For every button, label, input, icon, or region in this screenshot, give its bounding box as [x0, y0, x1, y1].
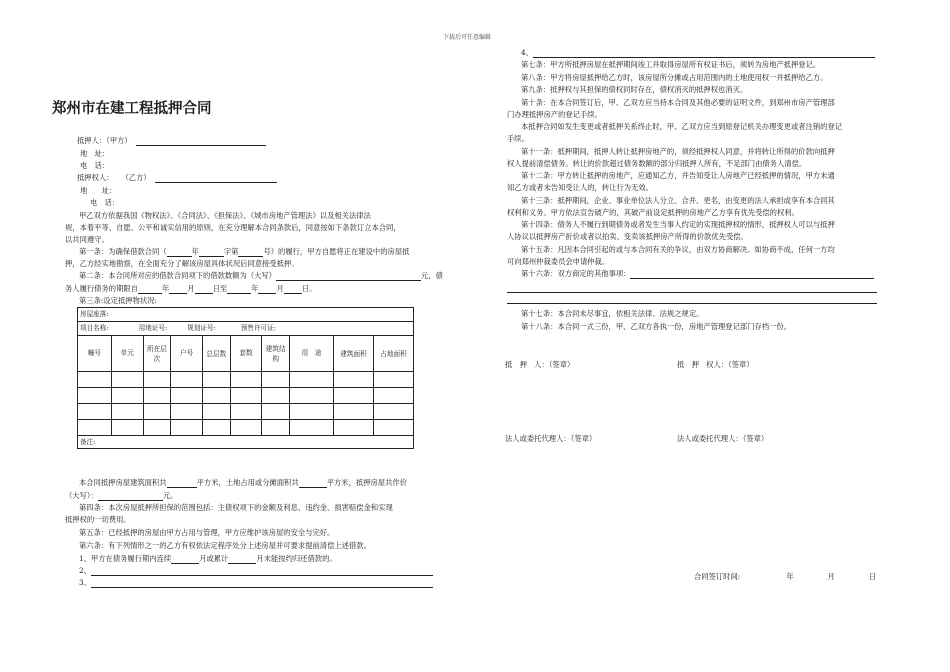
article-2-text-b: 元，债: [421, 271, 443, 280]
article-15-line-1: 第十五条：凡因本合同引起的或与本合同有关的争议，由双方协商解决。如协商不成，任何一方均: [521, 245, 835, 254]
end-month-field[interactable]: [258, 284, 276, 294]
item-4-field[interactable]: [533, 48, 875, 58]
signature-rep-a[interactable]: 法人或委托代理人：（签章）: [505, 434, 597, 443]
area-text-e: 元。: [162, 491, 178, 500]
article-8: 第八条：甲方将房屋抵押给乙方时，该房屋所分摊或占用范围内的土地使用权一并抵押给乙方。: [521, 73, 828, 82]
signature-rep-b[interactable]: 法人或委托代理人：（签章）: [677, 434, 769, 443]
article-2-line-1: [79, 271, 443, 281]
land-area-field[interactable]: [299, 478, 327, 488]
article-14-line-1: 第十四条：债务人不履行到期债务或者发生当事人约定的实现抵押权的情形，抵押权人可以与抵押: [521, 220, 835, 229]
col-header: 套数: [230, 336, 262, 372]
article-5: 第五条：已经抵押的房屋由甲方占用与管理，甲方应维护该房屋的安全与完好。: [79, 528, 335, 537]
article-2-text-f: 日至: [212, 284, 228, 293]
signing-date-label: 合同签订时间:: [694, 572, 741, 581]
article-6-item-2-label: 2、: [79, 566, 91, 575]
article-6-item-1-b: 月或累计: [199, 554, 229, 563]
article-7: 第七条：甲方所抵押房屋在抵押期间竣工并取得房屋所有权证书后，须转为房地产抵押登记。: [521, 60, 821, 69]
mortgagor-phone: 电 话：: [90, 198, 120, 207]
col-header: 单元: [111, 336, 143, 372]
right-item-4: [521, 48, 875, 58]
mortgagor-line: [77, 173, 277, 183]
loan-contract-year-field[interactable]: [199, 247, 224, 257]
article-18: 第十八条：本合同一式三份，甲、乙双方各执一份，房地产管理登记部门存档一份。: [521, 322, 791, 331]
article-15-line-2: 可向郑州仲裁委员会申请仲裁。: [507, 257, 610, 266]
mortgagee-line: [77, 136, 266, 146]
article-1-text-d: 号）的履行，甲方自愿将正在建设中的房屋抵: [263, 247, 410, 256]
area-line-2: [65, 491, 177, 501]
article-6-item-3-label: 3、: [79, 578, 91, 587]
preamble-line-2: 规，本着平等、自愿、公平和诚实信用的原则，在充分理解本合同条款后，同意按如下条款订立本合同，: [65, 223, 401, 232]
article-10-line-4: 手续。: [507, 134, 529, 143]
article-14-line-2: 人协议以抵押房产折价或者以拍卖、变卖该抵押房产所得的价款优先受偿。: [507, 232, 748, 241]
page-title: 郑州市在建工程抵押合同: [52, 101, 212, 117]
right-item-4-label: 4、: [521, 48, 533, 57]
article-1-line-2: 押，乙方经实地勘察，在全面充分了解该房屋具体状况后同意接受抵押。: [65, 259, 299, 268]
mortgagee-phone: 电 话：: [80, 161, 110, 170]
date-day-label: 日: [868, 572, 877, 581]
end-day-field[interactable]: [284, 284, 302, 294]
table-row[interactable]: [78, 404, 414, 420]
item-3-field[interactable]: [91, 578, 433, 588]
preamble-line-1: 甲乙双方依据我国《物权法》、《合同法》、《担保法》、《城市房地产管理法》以及相关法律法: [79, 211, 371, 220]
col-header: 建筑结构: [262, 336, 290, 372]
header-note: 下载后可任意编辑: [443, 34, 492, 41]
preamble-line-3: 以共同遵守。: [65, 235, 109, 244]
remark-label: 备注:: [80, 437, 96, 446]
other-terms-field-1[interactable]: [630, 269, 874, 279]
mortgagor-label: 抵押权人：: [77, 173, 114, 182]
area-line-1: [79, 478, 407, 488]
article-4-line-2: 抵押权的一切费用。: [65, 515, 131, 524]
mortgagee-name-field[interactable]: [136, 136, 266, 146]
table-project-cell[interactable]: [78, 322, 414, 336]
article-3: 第三条:设定抵押物状况:: [79, 296, 157, 305]
table-header-row: [78, 336, 414, 372]
article-12-line-1: 第十二条：甲方转让抵押的房地产，应通知乙方，并告知受让人房地产已经抵押的情况，甲方未通: [521, 171, 835, 180]
article-2-text-c: 务人履行债务的期限自: [65, 284, 138, 293]
article-13-line-1: 第十三条：抵押期间，企业、事业单位法人分立、合并、更名，由变更的法人承担或享有本合同其: [521, 196, 835, 205]
cumulative-months-field[interactable]: [228, 554, 256, 564]
article-2-text-i: 日。: [301, 284, 317, 293]
mortgagor-role: （乙方）: [121, 173, 151, 182]
other-terms-field-3[interactable]: [507, 303, 877, 304]
article-11-line-1: 第十一条：抵押期间，抵押人转让抵押房地产的，须经抵押权人同意，并将转让所得的价款向抵押: [521, 147, 835, 156]
area-text-a: 本合同抵押房屋建筑面积共: [79, 478, 167, 487]
signing-date: [694, 572, 876, 582]
property-table: [77, 307, 414, 449]
article-12-line-2: 知乙方或者未告知受让人的，转让行为无效。: [507, 183, 653, 192]
article-2-text-e: 月: [187, 284, 195, 293]
date-year-label: 年: [786, 572, 794, 581]
article-6-item-1: [79, 554, 337, 564]
article-2-line-2: [65, 284, 316, 294]
start-year-field[interactable]: [138, 284, 162, 294]
loan-contract-prefix-field[interactable]: [167, 247, 192, 257]
col-header: 建筑面积: [334, 336, 374, 372]
col-header: 占地面积: [374, 336, 414, 372]
article-10-line-1: 第十条：在本合同签订后，甲、乙双方应当持本合同及其他必要的证明文件，到郑州市房产管理部: [521, 98, 835, 107]
article-2-text-h: 月: [276, 284, 284, 293]
article-4-line-1: 第四条：本次房屋抵押所担保的范围包括：主债权项下的金额及利息、违约金、损害赔偿金和实现: [79, 503, 393, 512]
presale-permit-label: 预售许可证:: [240, 324, 277, 332]
area-text-b: 平方米，土地占用或分摊面积共: [196, 478, 299, 487]
start-month-field[interactable]: [169, 284, 187, 294]
col-header: 所在层次: [143, 336, 171, 372]
col-header: 户号: [171, 336, 203, 372]
article-11-line-2: 权人提前清偿债务。转让的价款超过债务数额的部分归抵押人所有，不足部门由债务人清偿。: [507, 159, 807, 168]
article-1-text-c: 字第: [223, 247, 239, 256]
article-1-text-b: 年: [191, 247, 199, 256]
loan-amount-field[interactable]: [276, 271, 421, 281]
col-header: 幢号: [78, 336, 112, 372]
land-cert-label: 用地证号:: [138, 324, 168, 332]
location-label: 房屋座落:: [80, 310, 109, 318]
article-16-label: 第十六条：双方商定的其他事项：: [521, 269, 631, 278]
mortgagor-name-field[interactable]: [155, 173, 277, 183]
article-16: [521, 269, 874, 279]
consecutive-months-field[interactable]: [171, 554, 199, 564]
date-month-label: 月: [827, 572, 835, 581]
other-terms-field-2[interactable]: [507, 292, 877, 293]
article-10-line-3: 本抵押合同如发生变更或者抵押关系终止时，甲、乙双方应当到原登记机关办理变更或者注销的登记: [521, 122, 843, 131]
plan-cert-label: 规划证号:: [187, 324, 216, 332]
article-13-line-2: 权利和义务。甲方依法宣告破产的，其破产前设定抵押的房地产乙方享有优先受偿的权利。: [507, 208, 799, 217]
signature-party-b[interactable]: 抵 押 权人：（签章）: [677, 360, 754, 369]
item-2-field[interactable]: [91, 566, 433, 576]
table-row[interactable]: [78, 420, 414, 436]
article-2-text-a: 第二条：本合同所对应的借款合同项下的借款数额为（大写）: [79, 271, 277, 280]
table-row[interactable]: [78, 372, 414, 388]
table-remark-cell[interactable]: [78, 436, 414, 449]
article-6-item-1-c: 月未能按约归还借款的。: [256, 554, 337, 563]
area-text-d: （大写）：: [65, 491, 98, 500]
article-1-line-1: [79, 247, 409, 257]
start-day-field[interactable]: [195, 284, 213, 294]
end-year-field[interactable]: [227, 284, 251, 294]
mortgagee-role: （甲方）: [106, 136, 132, 145]
article-6-item-1-a: 1、甲方在债务履行期内连续: [79, 554, 172, 563]
table-location-cell[interactable]: [78, 308, 414, 322]
mortgagee-label: 抵押人：: [77, 136, 107, 145]
article-9: 第九条：抵押权与其担保的债权同时存在，债权消灭的抵押权也消灭。: [521, 85, 748, 94]
area-text-c: 平方米，抵押房屋共作价: [326, 478, 407, 487]
article-17: 第十七条：本合同未尽事宜，依相关法律、法规之规定。: [521, 309, 704, 318]
table-row[interactable]: [78, 388, 414, 404]
article-1-text-a: 第一条：为确保借款合同（: [79, 247, 167, 256]
article-6-item-2: [79, 566, 433, 576]
article-6: 第六条：有下列情形之一的乙方有权依法定程序处分上述房屋并可要求提前清偿上述借款。: [79, 541, 371, 550]
article-2-text-g: 年: [251, 284, 259, 293]
valuation-field[interactable]: [98, 491, 163, 501]
article-2-text-d: 年: [161, 284, 170, 293]
article-10-line-2: 门办理抵押房产的登记手续。: [507, 110, 602, 119]
col-header: 用 途: [290, 336, 334, 372]
loan-contract-number-field[interactable]: [238, 247, 263, 257]
article-6-item-3: [79, 578, 433, 588]
col-header: 总层数: [202, 336, 230, 372]
mortgagee-address: 地 址：: [80, 149, 110, 158]
signature-party-a[interactable]: 抵 押 人：（签章）: [505, 360, 575, 369]
building-area-field[interactable]: [167, 478, 197, 488]
project-name-label: 项目名称:: [80, 324, 109, 332]
mortgagor-address: 地 址：: [80, 186, 117, 195]
